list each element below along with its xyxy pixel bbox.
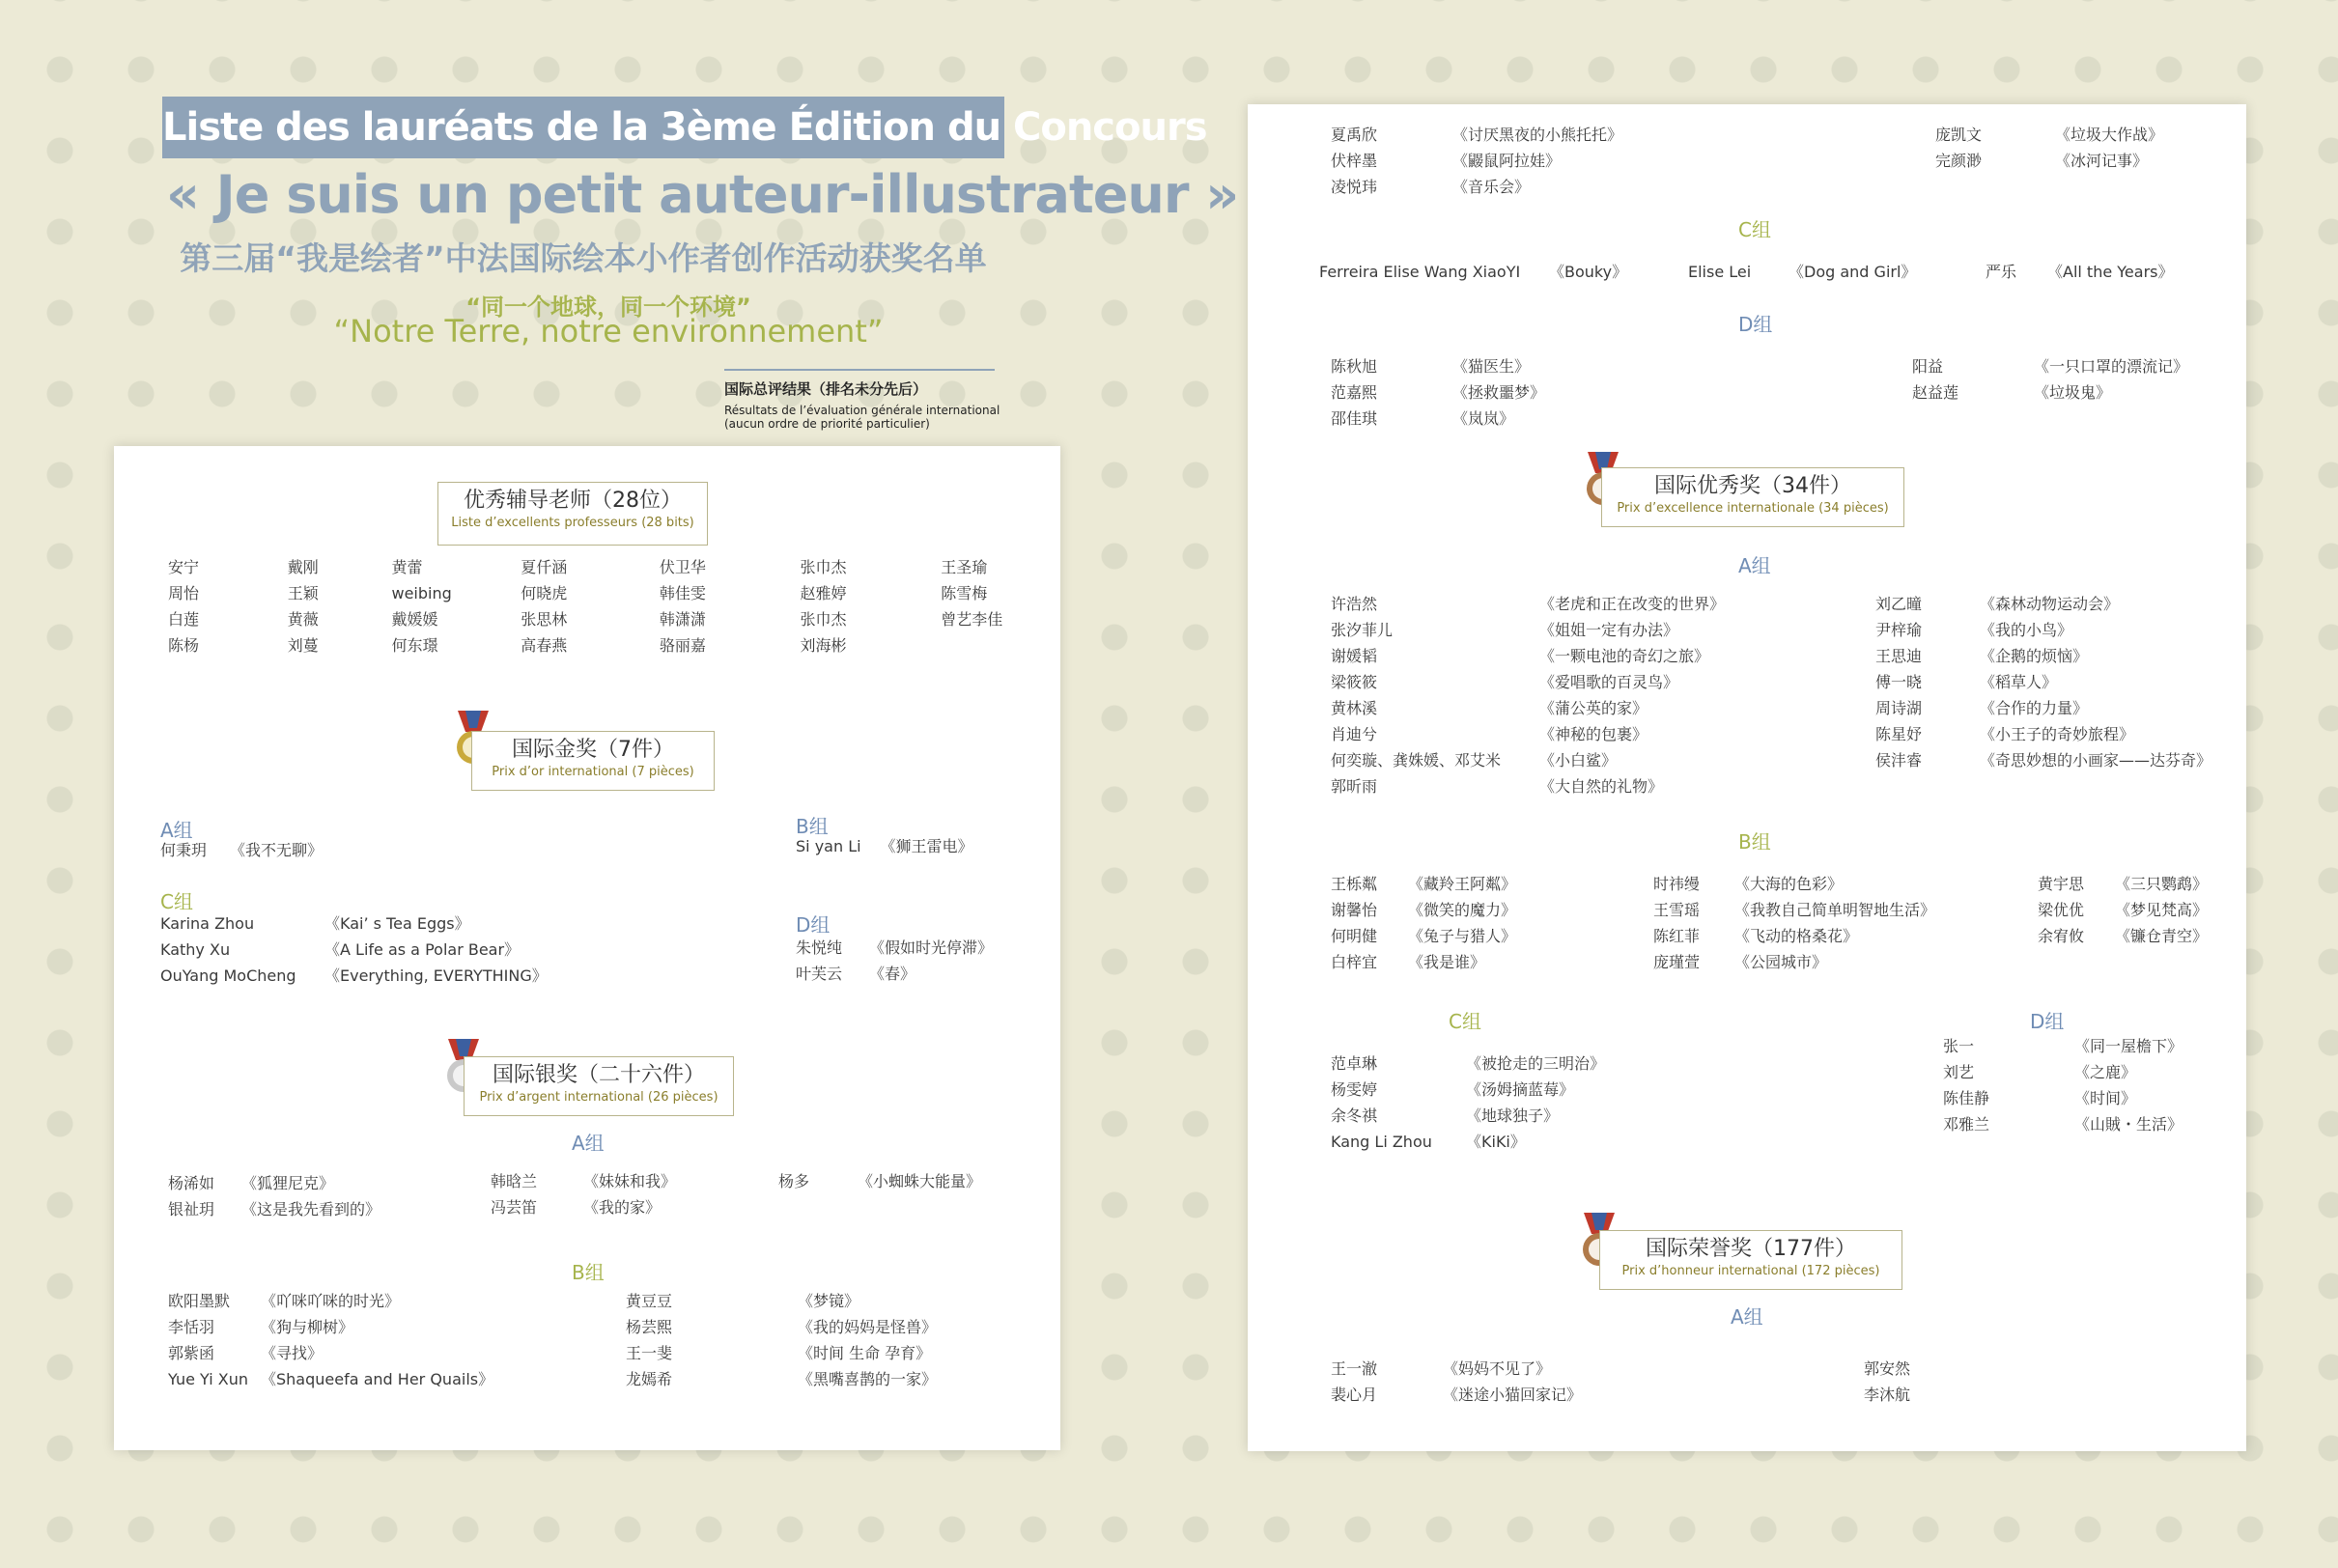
excellence-b3-works bbox=[2115, 871, 2208, 949]
teacher-name: 高春燕 bbox=[521, 636, 568, 655]
winner-work: 《Everything, EVERYTHING》 bbox=[324, 966, 548, 985]
winner-name: 韩晗兰 bbox=[491, 1172, 538, 1190]
silver-heading bbox=[464, 1056, 734, 1116]
silver-b1-names bbox=[168, 1288, 261, 1392]
winner-name: 刘艺 bbox=[1943, 1063, 1975, 1081]
teachers-col-5 bbox=[660, 554, 801, 658]
winner-name: 尹梓瑜 bbox=[1875, 621, 1923, 639]
winner-work: 《山賊・生活》 bbox=[2074, 1115, 2183, 1134]
silver-b1-works bbox=[261, 1288, 493, 1392]
silver-group-b-label: B组 bbox=[572, 1261, 605, 1284]
gold-group-a-label: A组 bbox=[160, 819, 193, 842]
winner-name: 谢媛韬 bbox=[1331, 647, 1378, 665]
excellence-heading bbox=[1601, 467, 1904, 527]
winner-work: 《我的妈妈是怪兽》 bbox=[798, 1318, 938, 1336]
winner-name: 邓雅兰 bbox=[1943, 1115, 1990, 1134]
winner-name: 许浩然 bbox=[1331, 595, 1378, 613]
winner-name: OuYang MoCheng bbox=[160, 966, 296, 985]
winner-name: 伏梓墨 bbox=[1331, 152, 1378, 170]
teacher-name: 张思林 bbox=[521, 610, 568, 629]
winner-name: 阳益 bbox=[1912, 357, 1944, 376]
honor-a-2 bbox=[1864, 1356, 1910, 1408]
left-page bbox=[114, 446, 1060, 1450]
winner-work: 《同一屋檐下》 bbox=[2074, 1037, 2183, 1055]
teacher-name: weibing bbox=[391, 584, 452, 602]
excellence-a2-works bbox=[1980, 591, 2211, 773]
winner-name: 凌悦玮 bbox=[1331, 178, 1378, 196]
teachers-col-2 bbox=[288, 554, 392, 658]
excellence-subtitle: Prix d’excellence internationale (34 pièces) bbox=[1617, 501, 1889, 516]
winner-work: 《一只口罩的漂流记》 bbox=[2034, 357, 2189, 376]
excellence-b2-names bbox=[1653, 871, 1734, 975]
right-group-d-label: D组 bbox=[1738, 313, 1773, 336]
teacher-name: 陈雪梅 bbox=[941, 584, 988, 602]
winner-name: 陈星妤 bbox=[1875, 725, 1923, 743]
eval-caption-fr-line1: Résultats de l’évaluation générale international bbox=[724, 404, 1000, 417]
right-d2-names bbox=[1912, 353, 2034, 406]
teachers-col-7 bbox=[941, 554, 1037, 658]
excellence-group-a-label: A组 bbox=[1738, 554, 1771, 577]
winner-work: 《我教自己简单明智地生活》 bbox=[1734, 901, 1936, 919]
winner-work: 《梦见梵高》 bbox=[2115, 901, 2209, 919]
winner-work: 《小蜘蛛大能量》 bbox=[858, 1172, 982, 1190]
excellence-a1-works bbox=[1539, 591, 1725, 799]
winner-name: 张汐菲儿 bbox=[1331, 621, 1394, 639]
winner-name: 王思迪 bbox=[1875, 647, 1923, 665]
winner-work: 《汤姆摘蓝莓》 bbox=[1466, 1080, 1575, 1099]
winner-work: 《Kai’ s Tea Eggs》 bbox=[324, 914, 470, 933]
winner-name: Elise Lei bbox=[1688, 263, 1752, 281]
right-b1-works bbox=[1452, 122, 1622, 200]
teacher-name: 韩佳雯 bbox=[659, 584, 706, 602]
excellence-d-names bbox=[1943, 1033, 2074, 1137]
winner-name: 黄宇思 bbox=[2038, 875, 2085, 893]
gold-subtitle: Prix d’or international (7 pièces) bbox=[492, 765, 694, 779]
right-group-c bbox=[1319, 259, 2173, 285]
winner-name: Yue Yi Xun bbox=[168, 1370, 248, 1388]
silver-b2-names bbox=[626, 1288, 798, 1392]
excellence-group-c-label: C组 bbox=[1449, 1010, 1481, 1033]
winner-work: 《Bouky》 bbox=[1549, 263, 1628, 281]
excellence-group-b-label: B组 bbox=[1738, 830, 1771, 854]
right-page bbox=[1248, 104, 2246, 1451]
winner-work: 《兔子与猎人》 bbox=[1408, 927, 1517, 945]
winner-name: Karina Zhou bbox=[160, 914, 255, 933]
winner-work: 《迷途小猫回家记》 bbox=[1443, 1386, 1583, 1404]
winner-work: 《时间》 bbox=[2074, 1089, 2137, 1107]
right-d1-works bbox=[1452, 353, 1545, 432]
winner-name: 龙嫣希 bbox=[626, 1370, 673, 1388]
winner-work: 《妹妹和我》 bbox=[583, 1172, 677, 1190]
winner-work: 《黑嘴喜鹊的一家》 bbox=[798, 1370, 938, 1388]
winner-work: 《小白鲨》 bbox=[1539, 751, 1618, 770]
winner-name: 何明健 bbox=[1331, 927, 1378, 945]
winner-work: 《一颗电池的奇幻之旅》 bbox=[1539, 647, 1710, 665]
winner-work: 《音乐会》 bbox=[1452, 178, 1531, 196]
winner-name: 梁优优 bbox=[2038, 901, 2085, 919]
honor-title: 国际荣誉奖（177件） bbox=[1646, 1237, 1856, 1261]
excellence-b1-names bbox=[1331, 871, 1408, 975]
winner-name: 刘乙曈 bbox=[1875, 595, 1923, 613]
winner-work: 《狮王雷电》 bbox=[880, 837, 973, 855]
teacher-name: 夏仟涵 bbox=[521, 558, 568, 576]
teacher-name: 黄薇 bbox=[287, 610, 319, 629]
winner-work: 《大自然的礼物》 bbox=[1539, 777, 1664, 796]
silver-group-b-2 bbox=[626, 1288, 937, 1392]
right-d-2 bbox=[1912, 353, 2188, 406]
excellence-b2-works bbox=[1734, 871, 1935, 975]
silver-group-a-2 bbox=[491, 1168, 676, 1220]
honor-subtitle: Prix d’honneur international (172 pièces) bbox=[1621, 1264, 1880, 1278]
winner-work: 《森林动物运动会》 bbox=[1980, 595, 2120, 613]
right-d2-works bbox=[2034, 353, 2188, 406]
winner-name: 郭昕雨 bbox=[1331, 777, 1378, 796]
winner-work: 《飞动的格桑花》 bbox=[1734, 927, 1859, 945]
gold-group-d-label: D组 bbox=[796, 913, 831, 937]
teacher-name: 黄蕾 bbox=[391, 558, 423, 576]
winner-name: 冯芸笛 bbox=[491, 1198, 538, 1217]
teacher-name: 白莲 bbox=[168, 610, 200, 629]
winner-work: 《老虎和正在改变的世界》 bbox=[1539, 595, 1726, 613]
teacher-name: 戴刚 bbox=[287, 558, 319, 576]
winner-name: 郭紫函 bbox=[168, 1344, 215, 1362]
winner-work: 《微笑的魔力》 bbox=[1408, 901, 1517, 919]
winner-name: 余宥攸 bbox=[2038, 927, 2085, 945]
winner-work: 《大海的色彩》 bbox=[1734, 875, 1844, 893]
winner-work: 《All the Years》 bbox=[2047, 263, 2174, 281]
winner-name: 王一澈 bbox=[1331, 1359, 1378, 1378]
excellence-d-works bbox=[2074, 1033, 2183, 1137]
gold-group-b bbox=[796, 833, 973, 859]
teacher-name: 伏卫华 bbox=[659, 558, 706, 576]
winner-name: 何秉玥 bbox=[160, 841, 208, 859]
winner-work: 《拯救噩梦》 bbox=[1452, 383, 1546, 402]
title-cn: 第三届“我是绘者”中法国际绘本小作者创作活动获奖名单 bbox=[180, 239, 987, 277]
excellence-a2-names bbox=[1875, 591, 1980, 773]
gold-c-works bbox=[324, 910, 548, 989]
winner-work: 《垃圾鬼》 bbox=[2034, 383, 2112, 402]
winner-name: 李恬羽 bbox=[168, 1318, 215, 1336]
excellence-a1-names bbox=[1331, 591, 1539, 799]
excellence-a-2 bbox=[1875, 591, 2211, 773]
eval-caption-fr-line2: (aucun ordre de priorité particulier) bbox=[724, 417, 930, 431]
winner-name: 何奕璇、龚姝媛、邓艾米 bbox=[1331, 751, 1502, 770]
winner-name: 陈红菲 bbox=[1653, 927, 1701, 945]
winner-name: 完颜渺 bbox=[1935, 152, 1983, 170]
silver-title: 国际银奖（二十六件） bbox=[492, 1063, 705, 1087]
divider bbox=[724, 369, 995, 371]
winner-work: 《企鹅的烦恼》 bbox=[1980, 647, 2089, 665]
winner-name: 王一斐 bbox=[626, 1344, 673, 1362]
winner-work: 《三只鹦鹉》 bbox=[2115, 875, 2209, 893]
winner-work: 《岚岚》 bbox=[1452, 409, 1515, 428]
winner-name: 王雪瑶 bbox=[1653, 901, 1701, 919]
gold-group-c bbox=[160, 910, 548, 989]
excellence-b-2 bbox=[1653, 871, 1935, 975]
teachers-col-3 bbox=[391, 554, 521, 658]
winner-name: 张一 bbox=[1943, 1037, 1975, 1055]
gold-group-b-label: B组 bbox=[796, 815, 829, 838]
right-b-1 bbox=[1331, 122, 1622, 200]
gold-group-c-label: C组 bbox=[160, 890, 193, 913]
teacher-name: 陈杨 bbox=[168, 636, 200, 655]
excellence-d bbox=[1943, 1033, 2183, 1137]
winner-work: 《藏羚王阿粼》 bbox=[1408, 875, 1517, 893]
silver-a1-works bbox=[241, 1170, 380, 1222]
winner-work: 《姐姐一定有办法》 bbox=[1539, 621, 1679, 639]
excellence-b3-names bbox=[2038, 871, 2115, 949]
winner-work: 《镰仓青空》 bbox=[2115, 927, 2209, 945]
winner-name: 杨芸熙 bbox=[626, 1318, 673, 1336]
winner-name: 庞凯文 bbox=[1935, 126, 1983, 144]
teacher-name: 刘海彬 bbox=[800, 636, 847, 655]
excellence-a-1 bbox=[1331, 591, 1725, 799]
winner-name: 邵佳琪 bbox=[1331, 409, 1378, 428]
silver-group-b-1 bbox=[168, 1288, 493, 1392]
winner-name: 庞瑾萱 bbox=[1653, 953, 1701, 971]
teacher-name: 赵雅婷 bbox=[800, 584, 847, 602]
winner-name: 时祎缦 bbox=[1653, 875, 1701, 893]
winner-work: 《梦镜》 bbox=[798, 1292, 860, 1310]
silver-subtitle: Prix d’argent international (26 pièces) bbox=[479, 1090, 718, 1105]
winner-work: 《KiKi》 bbox=[1466, 1133, 1526, 1151]
winner-name: 陈秋旭 bbox=[1331, 357, 1378, 376]
teacher-name: 安宁 bbox=[168, 558, 200, 576]
winner-work: 《神秘的包裹》 bbox=[1539, 725, 1648, 743]
excellence-b-1 bbox=[1331, 871, 1516, 975]
winner-work: 《冰河记事》 bbox=[2055, 152, 2149, 170]
winner-work: 《Dog and Girl》 bbox=[1789, 263, 1917, 281]
teachers-col-1 bbox=[168, 554, 288, 658]
winner-work: 《奇思妙想的小画家——达芬奇》 bbox=[1980, 751, 2212, 770]
winner-name: 范嘉熙 bbox=[1331, 383, 1378, 402]
winner-work: 《我是谁》 bbox=[1408, 953, 1486, 971]
winner-work: 《稻草人》 bbox=[1980, 673, 2058, 691]
winner-name: 范卓琳 bbox=[1331, 1054, 1378, 1073]
winner-work: 《狗与柳树》 bbox=[261, 1318, 354, 1336]
teacher-name: 王圣瑜 bbox=[941, 558, 988, 576]
excellence-c-works bbox=[1466, 1050, 1605, 1155]
honor-a-1 bbox=[1331, 1356, 1582, 1408]
winner-work: 《妈妈不见了》 bbox=[1443, 1359, 1552, 1378]
title-banner-fr: Liste des lauréats de la 3ème Édition du Concours bbox=[162, 97, 1004, 158]
winner-work: 《讨厌黑夜的小熊托托》 bbox=[1452, 126, 1623, 144]
winner-work: 《春》 bbox=[869, 965, 916, 983]
winner-work: 《假如时光停滞》 bbox=[869, 938, 994, 957]
gold-d-works bbox=[869, 935, 993, 987]
winner-work: 《我不无聊》 bbox=[230, 841, 324, 859]
right-d1-names bbox=[1331, 353, 1452, 432]
honor-group-a-label: A组 bbox=[1731, 1305, 1763, 1329]
winner-name: 余冬祺 bbox=[1331, 1106, 1378, 1125]
teachers-list bbox=[168, 554, 1037, 658]
winner-name: 黄林溪 bbox=[1331, 699, 1378, 717]
excellence-b-3 bbox=[2038, 871, 2208, 949]
teacher-name: 骆丽嘉 bbox=[659, 636, 706, 655]
theme-fr: “Notre Terre, notre environnement” bbox=[333, 313, 884, 350]
winner-name: Kang Li Zhou bbox=[1331, 1133, 1432, 1151]
winner-work: 《猫医生》 bbox=[1452, 357, 1531, 376]
gold-title: 国际金奖（7件） bbox=[512, 738, 674, 762]
silver-a2-works bbox=[583, 1168, 676, 1220]
winner-work: 《这是我先看到的》 bbox=[241, 1200, 381, 1218]
right-b2-works bbox=[2055, 122, 2163, 174]
excellence-c-names bbox=[1331, 1050, 1466, 1155]
winner-work: 《吖咪吖咪的时光》 bbox=[261, 1292, 401, 1310]
teachers-heading bbox=[437, 482, 708, 546]
gold-group-a bbox=[160, 837, 323, 863]
gold-group-d bbox=[796, 935, 993, 987]
eval-caption-fr bbox=[724, 404, 1024, 431]
teacher-name: 韩潇潇 bbox=[659, 610, 706, 629]
excellence-b1-works bbox=[1408, 871, 1516, 975]
winner-work: 《地球独子》 bbox=[1466, 1106, 1560, 1125]
right-d-1 bbox=[1331, 353, 1545, 432]
teachers-title: 优秀辅导老师（28位） bbox=[464, 489, 682, 513]
winner-work: 《被抢走的三明治》 bbox=[1466, 1054, 1606, 1073]
winner-name: 杨多 bbox=[778, 1172, 810, 1190]
winner-name: 白梓宜 bbox=[1331, 953, 1378, 971]
winner-name: 王栎粼 bbox=[1331, 875, 1378, 893]
winner-work: 《鼹鼠阿拉娃》 bbox=[1452, 152, 1562, 170]
theme-cn: “同一个地球，同一个环境” bbox=[465, 294, 751, 321]
winner-name: 谢馨怡 bbox=[1331, 901, 1378, 919]
excellence-c bbox=[1331, 1050, 1605, 1155]
honor-heading bbox=[1599, 1230, 1902, 1290]
winner-work: 《爱唱歌的百灵鸟》 bbox=[1539, 673, 1679, 691]
teacher-name: 曾艺李佳 bbox=[941, 610, 1003, 629]
gold-d-names bbox=[796, 935, 869, 987]
honor-a1-works bbox=[1443, 1356, 1582, 1408]
winner-name: 侯沣睿 bbox=[1875, 751, 1923, 770]
teacher-name: 何晓虎 bbox=[521, 584, 568, 602]
winner-name: 夏禹欣 bbox=[1331, 126, 1378, 144]
excellence-group-d-label: D组 bbox=[2030, 1010, 2065, 1033]
winner-work: 《小王子的奇妙旅程》 bbox=[1980, 725, 2135, 743]
silver-group-a-1 bbox=[168, 1170, 380, 1222]
winner-name: 杨浠如 bbox=[168, 1174, 215, 1192]
silver-group-a-3 bbox=[778, 1168, 981, 1194]
winner-name: 朱悦纯 bbox=[796, 938, 843, 957]
teacher-name: 刘蔓 bbox=[287, 636, 319, 655]
winner-work: 《垃圾大作战》 bbox=[2055, 126, 2164, 144]
silver-a2-names bbox=[491, 1168, 583, 1220]
silver-a1-names bbox=[168, 1170, 241, 1222]
winner-work: 《A Life as a Polar Bear》 bbox=[324, 940, 521, 959]
winner-name: 郭安然 bbox=[1864, 1359, 1911, 1378]
winner-work: 《蒲公英的家》 bbox=[1539, 699, 1648, 717]
right-b2-names bbox=[1935, 122, 2055, 174]
winner-name: 周诗湖 bbox=[1875, 699, 1923, 717]
winner-work: 《合作的力量》 bbox=[1980, 699, 2089, 717]
winner-name: Si yan Li bbox=[796, 837, 861, 855]
winner-name: 赵益莲 bbox=[1912, 383, 1959, 402]
winner-work: 《我的家》 bbox=[583, 1198, 662, 1217]
teacher-name: 张巾杰 bbox=[800, 610, 847, 629]
teacher-name: 张巾杰 bbox=[800, 558, 847, 576]
winner-name: 裴心月 bbox=[1331, 1386, 1378, 1404]
winner-name: Ferreira Elise Wang XiaoYI bbox=[1319, 263, 1521, 281]
teacher-name: 何东璟 bbox=[391, 636, 438, 655]
right-b-2 bbox=[1935, 122, 2163, 174]
winner-work: 《Shaqueefa and Her Quails》 bbox=[261, 1370, 494, 1388]
silver-group-a-label: A组 bbox=[572, 1132, 605, 1155]
title-contest-fr: « Je suis un petit auteur-illustrateur » bbox=[166, 164, 1239, 225]
gold-c-names bbox=[160, 910, 324, 989]
winner-work: 《之鹿》 bbox=[2074, 1063, 2137, 1081]
right-b1-names bbox=[1331, 122, 1452, 200]
winner-name: 欧阳墨默 bbox=[168, 1292, 231, 1310]
winner-name: Kathy Xu bbox=[160, 940, 231, 959]
teachers-col-6 bbox=[801, 554, 942, 658]
excellence-title: 国际优秀奖（34件） bbox=[1654, 474, 1851, 498]
winner-name: 傅一晓 bbox=[1875, 673, 1923, 691]
winner-work: 《时间 生命 孕育》 bbox=[798, 1344, 932, 1362]
teacher-name: 戴媛媛 bbox=[391, 610, 438, 629]
teachers-col-4 bbox=[521, 554, 660, 658]
teacher-name: 王颖 bbox=[287, 584, 319, 602]
winner-name: 严乐 bbox=[1986, 263, 2017, 281]
winner-work: 《我的小鸟》 bbox=[1980, 621, 2073, 639]
teachers-subtitle: Liste d’excellents professeurs (28 bits) bbox=[451, 516, 694, 530]
eval-caption-cn: 国际总评结果（排名未分先后） bbox=[724, 380, 928, 398]
gold-heading bbox=[471, 731, 715, 791]
winner-name: 肖迪兮 bbox=[1331, 725, 1378, 743]
winner-name: 梁筱筱 bbox=[1331, 673, 1378, 691]
teacher-name: 周怡 bbox=[168, 584, 200, 602]
honor-a1-names bbox=[1331, 1356, 1443, 1408]
winner-work: 《公园城市》 bbox=[1734, 953, 1828, 971]
winner-name: 陈佳静 bbox=[1943, 1089, 1990, 1107]
winner-name: 黄豆豆 bbox=[626, 1292, 673, 1310]
winner-name: 叶芙云 bbox=[796, 965, 843, 983]
winner-name: 银祉玥 bbox=[168, 1200, 215, 1218]
winner-work: 《寻找》 bbox=[261, 1344, 324, 1362]
winner-work: 《狐狸尼克》 bbox=[241, 1174, 335, 1192]
right-group-c-label: C组 bbox=[1738, 218, 1771, 241]
winner-name: 杨雯婷 bbox=[1331, 1080, 1378, 1099]
winner-name: 李沐航 bbox=[1864, 1386, 1911, 1404]
silver-b2-works bbox=[798, 1288, 937, 1392]
